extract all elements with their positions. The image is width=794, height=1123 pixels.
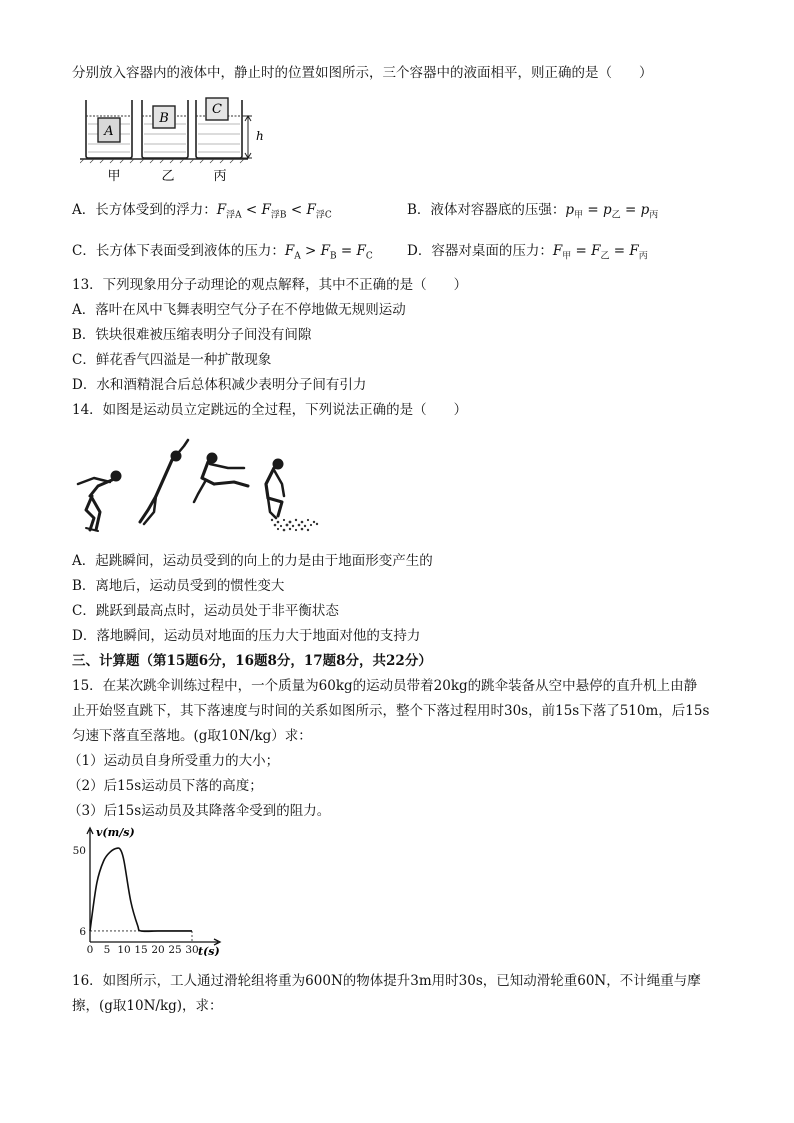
y-tick-label: 6 xyxy=(79,925,86,938)
x-tick-label: 15 xyxy=(134,944,148,956)
height-arrow xyxy=(242,116,252,158)
q12-option-b[interactable]: B．液体对容器底的压强：$p_甲 = p_乙 = p_丙$ xyxy=(407,202,659,221)
velocity-time-chart xyxy=(72,824,232,956)
q16-text-line2: 擦，(g取10N/kg)，求： xyxy=(72,998,223,1014)
q12-option-c[interactable]: C．长方体下表面受到液体的压力：$F_A > F_B = F_C$ xyxy=(72,243,373,262)
q13-stem: 13．下列现象用分子动理论的观点解释，其中不正确的是（ ） xyxy=(72,277,468,293)
q15-subq3: （3）后15s运动员及其降落伞受到的阻力。 xyxy=(68,803,331,819)
containers-figure xyxy=(80,94,270,186)
label-c: C xyxy=(212,102,222,117)
velocity-curve xyxy=(90,848,192,931)
y-axis-label: v(m/s) xyxy=(96,826,135,839)
q14-stem: 14．如图是运动员立定跳远的全过程，下列说法正确的是（ ） xyxy=(72,402,468,418)
q12-stem: 分别放入容器内的液体中，静止时的位置如图所示，三个容器中的液面相平，则正确的是（ ） xyxy=(72,65,653,81)
athlete-landing xyxy=(266,459,284,518)
x-tick-label: 10 xyxy=(117,944,131,956)
q12-option-a[interactable]: A．长方体受到的浮力：$F_{浮A} < F_{浮B} < F_{浮C}$ xyxy=(72,202,332,221)
label-yi: 乙 xyxy=(161,169,175,184)
section-3-heading: 三、计算题（第15题6分，16题8分，17题8分，共22分） xyxy=(72,653,432,669)
y-tick-label: 50 xyxy=(72,845,86,857)
label-a: A xyxy=(104,124,114,139)
q13-option-c[interactable]: C．鲜花香气四溢是一种扩散现象 xyxy=(72,352,272,368)
q13-option-d[interactable]: D．水和酒精混合后总体积减少表明分子间有引力 xyxy=(72,377,367,393)
label-h: h xyxy=(256,129,264,143)
q13-option-a[interactable]: A．落叶在风中飞舞表明空气分子在不停地做无规则运动 xyxy=(72,302,406,318)
x-tick-label: 25 xyxy=(168,944,182,956)
q14-option-c[interactable]: C．跳跃到最高点时，运动员处于非平衡状态 xyxy=(72,603,339,619)
label-bing: 丙 xyxy=(213,169,227,184)
q12-option-d[interactable]: D．容器对桌面的压力：$F_甲 = F_乙 = F_丙$ xyxy=(407,243,648,262)
q15-subq1: （1）运动员自身所受重力的大小； xyxy=(68,753,280,769)
athlete-flight xyxy=(194,453,248,502)
q15-subq2: （2）后15s运动员下落的高度； xyxy=(68,778,263,794)
long-jump-figure xyxy=(72,438,332,538)
x-axis-label: t(s) xyxy=(198,945,220,956)
x-tick-label: 20 xyxy=(151,944,165,956)
x-tick-label: 30 xyxy=(185,944,199,956)
athlete-crouch xyxy=(78,471,121,531)
q16-text-line1: 16．如图所示，工人通过滑轮组将重为600N的物体提升3m用时30s，已知动滑轮重60N，不计绳重与摩 xyxy=(72,973,701,989)
q15-text-line2: 止开始竖直跳下，其下落速度与时间的关系如图所示，整个下落过程用时30s，前15s下落了510m，后15s xyxy=(72,703,710,719)
label-jia: 甲 xyxy=(107,169,121,184)
x-tick-label: 0 xyxy=(86,944,94,956)
q14-option-b[interactable]: B．离地后，运动员受到的惯性变大 xyxy=(72,578,285,594)
q15-text-line3: 匀速下落直至落地。(g取10N/kg）求： xyxy=(72,728,312,744)
sand-pit xyxy=(271,519,318,532)
label-b: B xyxy=(159,111,169,126)
q14-option-d[interactable]: D．落地瞬间，运动员对地面的压力大于地面对他的支持力 xyxy=(72,628,421,644)
q14-option-a[interactable]: A．起跳瞬间，运动员受到的向上的力是由于地面形变产生的 xyxy=(72,553,433,569)
q13-option-b[interactable]: B．铁块很难被压缩表明分子间没有间隙 xyxy=(72,327,312,343)
q15-text-line1: 15．在某次跳伞训练过程中，一个质量为60kg的运动员带着20kg的跳伞装备从空中悬停的直升机上由静 xyxy=(72,678,698,694)
x-tick-label: 5 xyxy=(103,944,111,956)
athlete-takeoff xyxy=(140,440,188,524)
